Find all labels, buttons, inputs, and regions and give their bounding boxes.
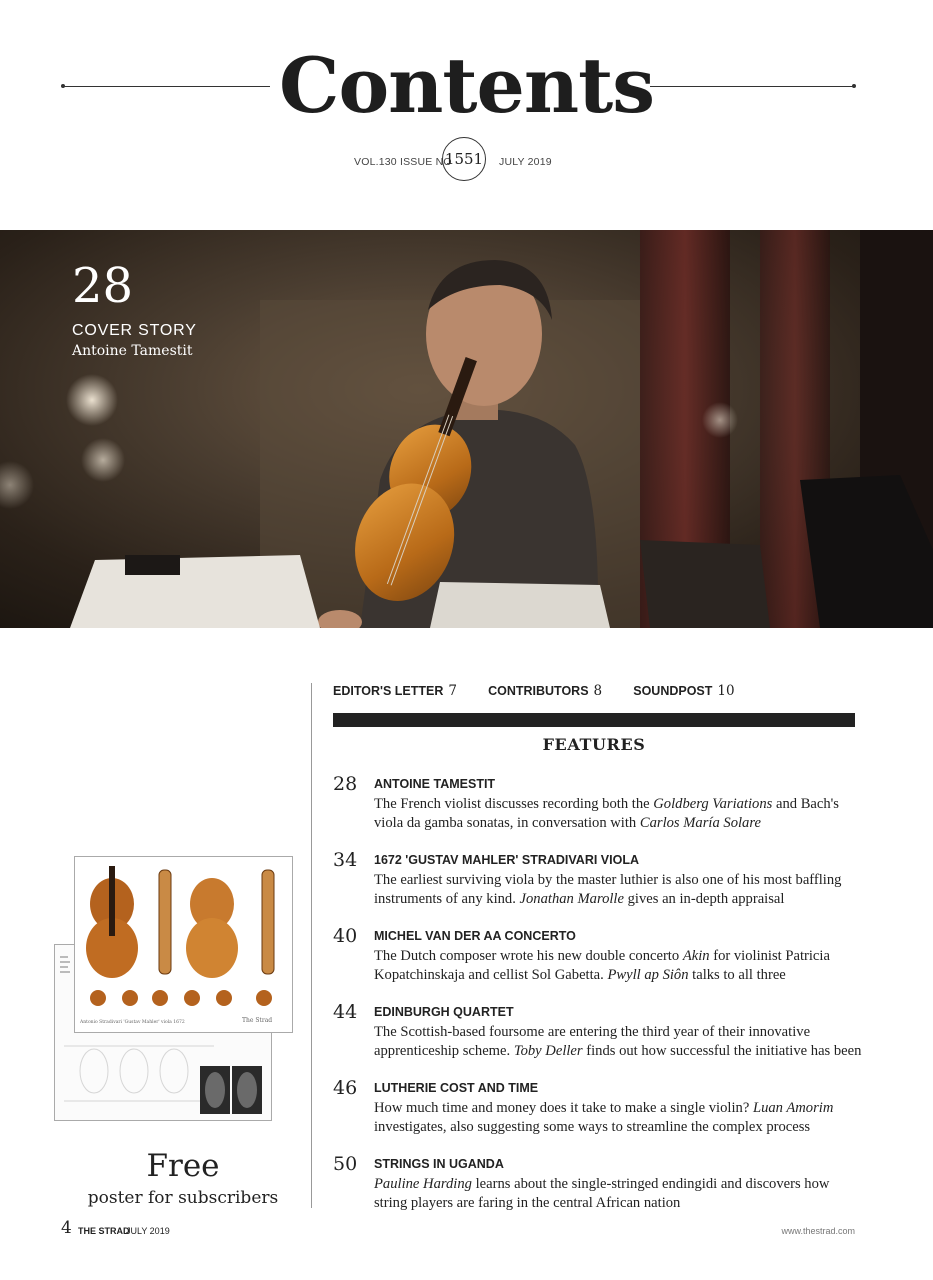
feature-desc <box>374 795 864 833</box>
feature-page: 28 <box>333 773 358 795</box>
desc-italic: Carlos María Solare <box>639 815 761 831</box>
desc-text: The French violist discusses recording both the <box>374 796 654 812</box>
feature-page: 40 <box>333 925 358 947</box>
features-bar <box>333 713 855 727</box>
issue-date: JULY 2019 <box>499 156 552 168</box>
page-title: Contents <box>278 41 655 130</box>
footer-date: JULY 2019 <box>126 1226 170 1236</box>
feature-title: MICHEL VAN DER AA CONCERTO <box>374 929 576 943</box>
volume-label: VOL.130 ISSUE NO <box>354 156 452 168</box>
desc-text: investigates, also suggesting some ways to streamline the complex process <box>374 1119 811 1135</box>
feature-page: 46 <box>333 1077 358 1099</box>
poster-illustration <box>54 856 294 1122</box>
issue-number-badge: 1551 <box>442 137 486 181</box>
footer-brand: THE STRAD <box>78 1226 130 1236</box>
desc-italic: Luan Amorim <box>752 1100 834 1116</box>
feature-page: 34 <box>333 849 358 871</box>
section-links <box>333 680 761 699</box>
features-heading: FEATURES <box>542 735 646 754</box>
feature-page: 44 <box>333 1001 358 1023</box>
feature-desc <box>374 1023 864 1061</box>
poster-headline: Free <box>146 1148 220 1184</box>
poster-brand: The Strad <box>242 1017 273 1024</box>
nav-contributors[interactable] <box>488 680 602 699</box>
desc-text: The Scottish-based foursome are entering the third year of their innovative apprenticeship scheme. <box>374 1024 811 1059</box>
feature-title: LUTHERIE COST AND TIME <box>374 1081 539 1095</box>
nav-page: 8 <box>593 683 603 699</box>
desc-text: for violinist Patricia Kopatchinskaja and cellist Sol Gabetta. <box>374 948 830 983</box>
desc-text: The Dutch composer wrote his new double concerto <box>374 948 683 964</box>
feature-title: STRINGS IN UGANDA <box>374 1157 504 1171</box>
desc-text: finds out how successful the initiative has been <box>582 1043 862 1059</box>
desc-text: The earliest surviving viola by the master luthier is also one of his most baffling instruments of any kind. <box>374 872 842 907</box>
feature-title: EDINBURGH QUARTET <box>374 1005 514 1019</box>
cover-photo-illustration <box>0 230 933 628</box>
desc-italic: Toby Deller <box>513 1043 583 1059</box>
feature-item[interactable] <box>333 1153 863 1217</box>
feature-item[interactable] <box>333 1077 863 1141</box>
poster-caption: Antonio Stradivari 'Gustav Mahler' viola 1672 <box>80 1020 185 1025</box>
desc-italic: Akin <box>682 948 710 964</box>
cover-story-page: 28 <box>72 258 134 314</box>
cover-story-kicker: COVER STORY <box>72 322 197 339</box>
feature-title: 1672 'GUSTAV MAHLER' STRADIVARI VIOLA <box>374 853 640 867</box>
feature-item[interactable] <box>333 925 863 989</box>
feature-desc <box>374 947 864 985</box>
poster-subline: poster for subscribers <box>87 1188 279 1208</box>
page-folio: 4 <box>61 1218 72 1238</box>
cover-story-name: Antoine Tamestit <box>72 343 193 359</box>
nav-editors-letter[interactable] <box>333 680 457 699</box>
feature-item[interactable] <box>333 1001 863 1065</box>
feature-item[interactable] <box>333 849 863 913</box>
feature-desc <box>374 1099 864 1137</box>
desc-italic: Goldberg Variations <box>653 796 773 812</box>
desc-italic: Pauline Harding <box>374 1176 472 1192</box>
column-divider <box>311 683 312 1208</box>
desc-text: How much time and money does it take to make a single violin? <box>374 1100 753 1116</box>
desc-text: learns about the single-stringed endingidi and discovers how string players are faring in the central African nation <box>374 1176 830 1211</box>
feature-desc <box>374 1175 864 1213</box>
nav-soundpost[interactable] <box>633 680 734 699</box>
nav-label: SOUNDPOST <box>633 684 713 698</box>
desc-italic: Jonathan Marolle <box>519 891 624 907</box>
desc-text: and Bach's viola da gamba sonatas, in conversation with <box>374 796 839 831</box>
footer-url[interactable]: www.thestrad.com <box>781 1226 855 1236</box>
nav-page: 7 <box>448 683 457 699</box>
feature-desc <box>374 871 864 909</box>
desc-text: gives an in-depth appraisal <box>623 891 785 907</box>
nav-page: 10 <box>717 683 735 699</box>
desc-italic: Pwyll ap Siôn <box>607 967 689 983</box>
nav-label: EDITOR'S LETTER <box>333 684 444 698</box>
feature-page: 50 <box>333 1153 358 1175</box>
feature-item[interactable] <box>333 773 863 837</box>
desc-text: talks to all three <box>688 967 786 983</box>
cover-story-photo[interactable] <box>0 230 933 628</box>
poster-promo[interactable] <box>54 856 294 1122</box>
nav-label: CONTRIBUTORS <box>488 684 589 698</box>
feature-title: ANTOINE TAMESTIT <box>374 777 496 791</box>
